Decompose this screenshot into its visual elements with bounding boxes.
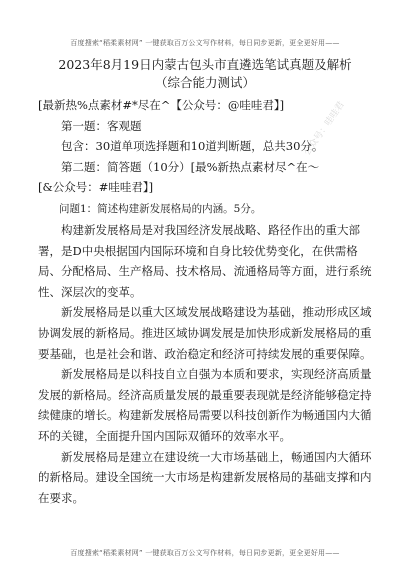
- footer-note: 百度搜索“稻柔素材网” 一键获取百万公文写作材料，每日同步更新，更全更好用——: [70, 549, 340, 557]
- watermark: 公众号：哇哇君: [302, 100, 347, 158]
- answer-paragraph: 新发展格局是建立在建设统一大市场基础上，畅通国内大循环的新格局。建设全国统一大市场是构建新发展格局的基础支撑和内在要求。: [38, 449, 372, 505]
- part2-label: 第二题：简答题（10分）[最%新热点素材尽^在～: [61, 159, 320, 174]
- answer-paragraph: 构建新发展格局是对我国经济发展战略、路径作出的重大部署，是D中央根据国内国际环境和自身比较优势变化，在供需格局、分配格局、生产格局、技术格局、流通格局等方面，进行系统性、深层次的变革。: [38, 222, 372, 299]
- part2-label-continued: [&公众号：#哇哇君】]: [38, 180, 154, 195]
- document-title: 2023年8月19日内蒙古包头市直遴选笔试真题及解析: [58, 57, 352, 72]
- answer-paragraph: 新发展格局是以重大区域发展战略建设为基础，推动形成区域协调发展的新格局。推进区域协调发展是加快形成新发展格局的重要基础，也是社会和谐、政治稳定和经济可持续发展的重要保障。: [38, 305, 372, 361]
- part1-label: 第一题：客观题: [61, 118, 142, 133]
- question-1: 问题1：简述构建新发展格局的内涵。5分。: [59, 202, 262, 215]
- part1-description: 包含：30道单项选择题和10道判断题，总共30分。: [61, 139, 324, 154]
- document-body: [38, 56, 372, 508]
- header-note: 百度搜索“稻柔素材网” 一键获取百万公文写作材料，每日同步更新，更全更好用——: [70, 39, 340, 47]
- answer-paragraph: 新发展格局是以科技自立自强为本质和要求，实现经济高质量发展的新格局。经济高质量发展的最重要表现就是经济能够稳定持续健康的增长。构建新发展格局需要以科技创新作为畅通国内大循环的关键，全面提升国内国际双循环的效率水平。: [38, 367, 372, 443]
- document-subtitle: （综合能力测试）: [154, 75, 255, 90]
- promo-line: [最新热%点素材#*尽在^【公众号：@哇哇君】]: [38, 98, 285, 112]
